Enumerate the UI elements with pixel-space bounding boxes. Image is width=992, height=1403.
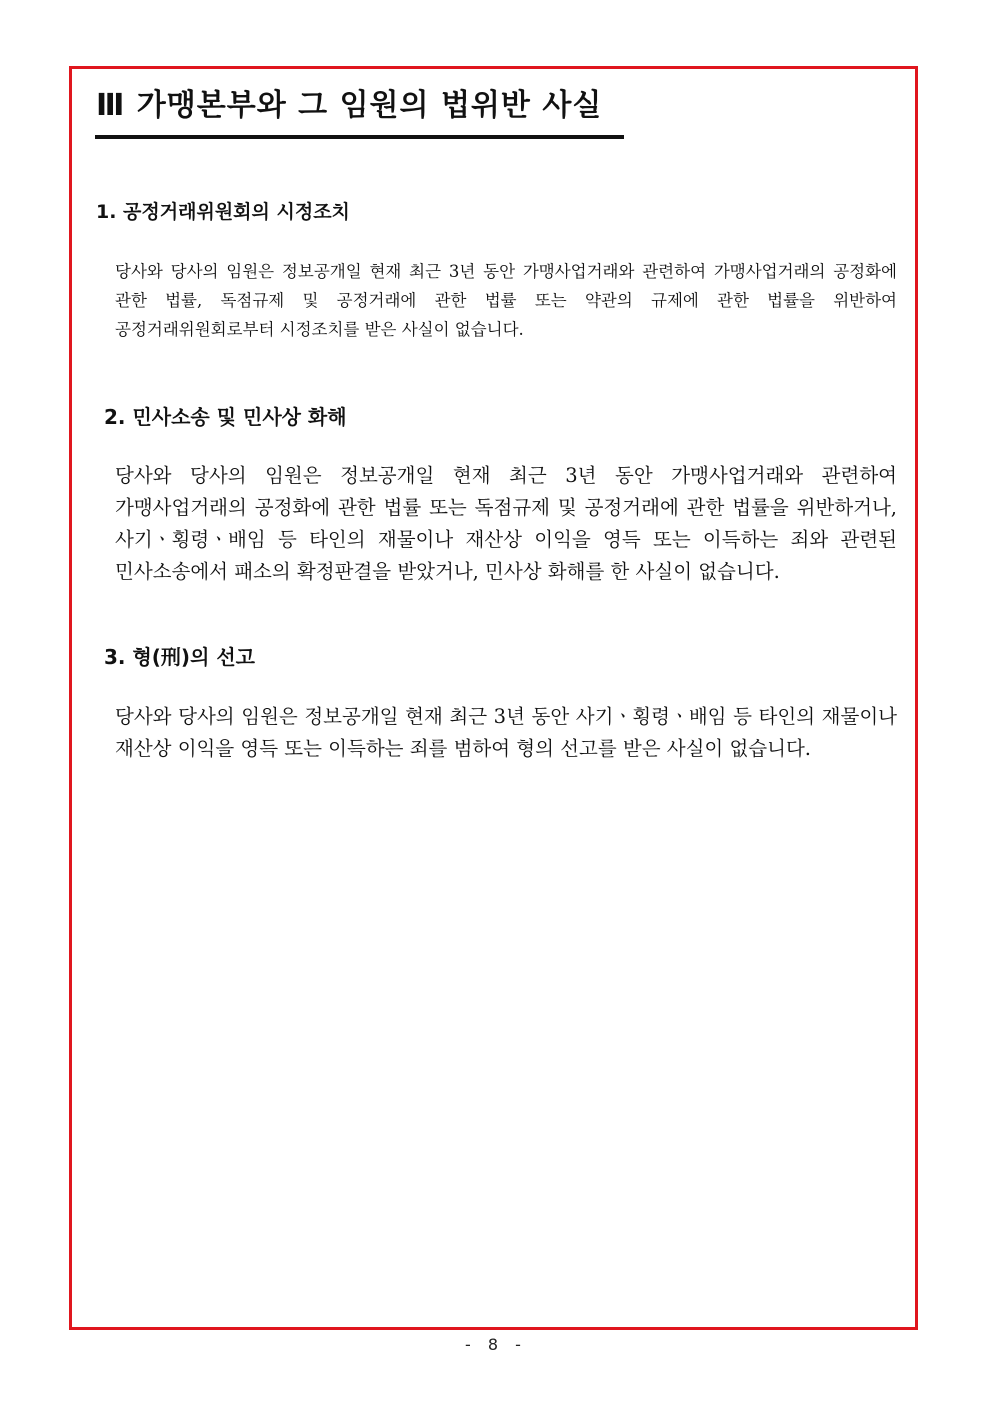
section-heading-civil-litigation: 2. 민사소송 및 민사상 화해 [104, 405, 347, 429]
section-body-corrective-measures: 당사와 당사의 임원은 정보공개일 현재 최근 3년 동안 가맹사업거래와 관련하여 가맹사업거래의 공정화에 관한 법률, 독점규제 및 공정거래에 관한 법률 또는 약관의 규제에 관한 법률을 위반하여 공정거래위원회로부터 시정조치를 받은 사실이 없습니다. [115, 262, 897, 339]
section-body-civil-litigation: 당사와 당사의 임원은 정보공개일 현재 최근 3년 동안 가맹사업거래와 관련하여 가맹사업거래의 공정화에 관한 법률 또는 독점규제 및 공정거래에 관한 법률을 위반하거나, 사기ㆍ횡령ㆍ배임 등 타인의 재물이나 재산상 이익을 영득 또는 이득하는 죄와 관련된 민사소송에서 패소의 확정판결을 받았거나, 민사상 화해를 한 사실이 없습니다. [115, 464, 897, 583]
section-heading-corrective-measures: 1. 공정거래위원회의 시정조치 [96, 201, 350, 223]
title-underline [95, 135, 624, 139]
page-frame [69, 66, 918, 1330]
page-title: Ⅲ 가맹본부와 그 임원의 법위반 사실 [96, 88, 603, 123]
section-heading-criminal-sentence: 3. 형(刑)의 선고 [104, 645, 256, 669]
section-body-criminal-sentence: 당사와 당사의 임원은 정보공개일 현재 최근 3년 동안 사기ㆍ횡령ㆍ배임 등 타인의 재물이나 재산상 이익을 영득 또는 이득하는 죄를 범하여 형의 선고를 받은 사실이 없습니다. [115, 705, 897, 760]
page-number: - 8 - [465, 1335, 527, 1354]
